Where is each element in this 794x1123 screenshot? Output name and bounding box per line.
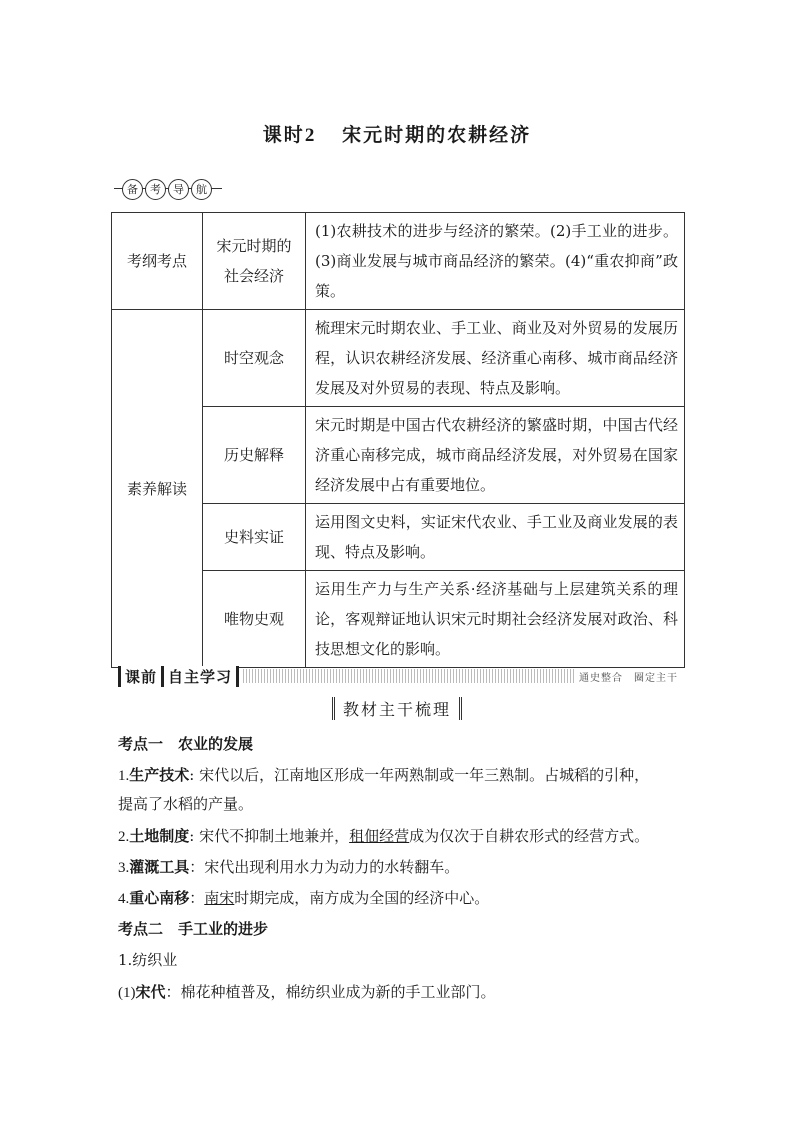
suyang-sub: 史料实证 <box>203 504 306 571</box>
kaogang-sub-line2: 社会经济 <box>223 267 284 285</box>
banner-label-2: 自主学习 <box>164 666 239 687</box>
list-item: 2.土地制度: 宋代不抑制土地兼并，租佃经营成为仅次于自耕农形式的经营方式。 <box>118 827 650 845</box>
exam-guide-badge <box>122 177 214 201</box>
list-item: 1.生产技术: 宋代以后，江南地区形成一年两熟制或一年三熟制。占城稻的引种， <box>118 766 650 784</box>
suyang-label: 素养解读 <box>112 310 203 668</box>
suyang-sub: 唯物史观 <box>203 571 306 668</box>
title-prefix: 课时 <box>262 124 305 146</box>
list-item: 4.重心南移：南宋时期完成，南方成为全国的经济中心。 <box>118 889 490 907</box>
suyang-content: 运用图文史料，实证宋代农业、手工业及商业发展的表现、特点及影响。 <box>306 504 685 571</box>
kp1-heading <box>118 733 253 754</box>
kaogang-label: 考纲考点 <box>112 213 203 310</box>
list-item: 1.纺织业 <box>118 951 178 969</box>
suyang-sub: 时空观念 <box>203 310 306 407</box>
content-body <box>118 733 684 1013</box>
kaogang-sub <box>203 213 306 310</box>
underlined-term: 租佃经营 <box>349 827 410 845</box>
table-row <box>112 213 685 310</box>
kp1-title: 考点一 农业的发展 <box>118 736 254 753</box>
badge-char: 航 <box>191 179 212 200</box>
kaogang-sub-line1: 宋元时期的 <box>216 237 292 255</box>
badge-char: 导 <box>168 179 189 200</box>
list-item: 3.灌溉工具：宋代出现利用水力为动力的水转翻车。 <box>118 858 460 876</box>
badge-char: 备 <box>122 179 143 200</box>
badge-char: 考 <box>145 179 166 200</box>
syllabus-table <box>111 212 685 668</box>
suyang-sub: 历史解释 <box>203 407 306 504</box>
section-title-text: 教材主干梳理 <box>332 697 462 720</box>
banner-subtitle: 通史整合 圈定主干 <box>579 672 678 684</box>
kp2-title: 考点二 手工业的进步 <box>118 921 269 938</box>
banner-pattern <box>243 669 575 683</box>
section-title <box>0 697 794 720</box>
suyang-content: 梳理宋元时期农业、手工业、商业及对外贸易的发展历程，认识农耕经济发展、经济重心南移、城市商品经济发展及对外贸易的表现、特点及影响。 <box>306 310 685 407</box>
title-text: 宋元时期的农耕经济 <box>342 124 532 146</box>
underlined-term: 南宋 <box>204 889 235 907</box>
list-item-continued: 提高了水稻的产量。 <box>118 795 254 813</box>
section-banner <box>118 666 678 686</box>
list-item: (1)宋代：棉花种植普及，棉纺织业成为新的手工业部门。 <box>118 983 496 1001</box>
banner-label-1: 课前 <box>118 666 164 687</box>
table-row <box>112 310 685 407</box>
kaogang-content: (1)农耕技术的进步与经济的繁荣。(2)手工业的进步。(3)商业发展与城市商品经济的繁荣。(4)“重农抑商”政策。 <box>306 213 685 310</box>
title-number: 2 <box>304 125 317 146</box>
page-title <box>0 120 794 147</box>
kp2-heading <box>118 918 268 939</box>
suyang-content: 运用生产力与生产关系·经济基础与上层建筑关系的理论，客观辩证地认识宋元时期社会经济发展对政治、科技思想文化的影响。 <box>306 571 685 668</box>
suyang-content: 宋元时期是中国古代农耕经济的繁盛时期，中国古代经济重心南移完成，城市商品经济发展，对外贸易在国家经济发展中占有重要地位。 <box>306 407 685 504</box>
